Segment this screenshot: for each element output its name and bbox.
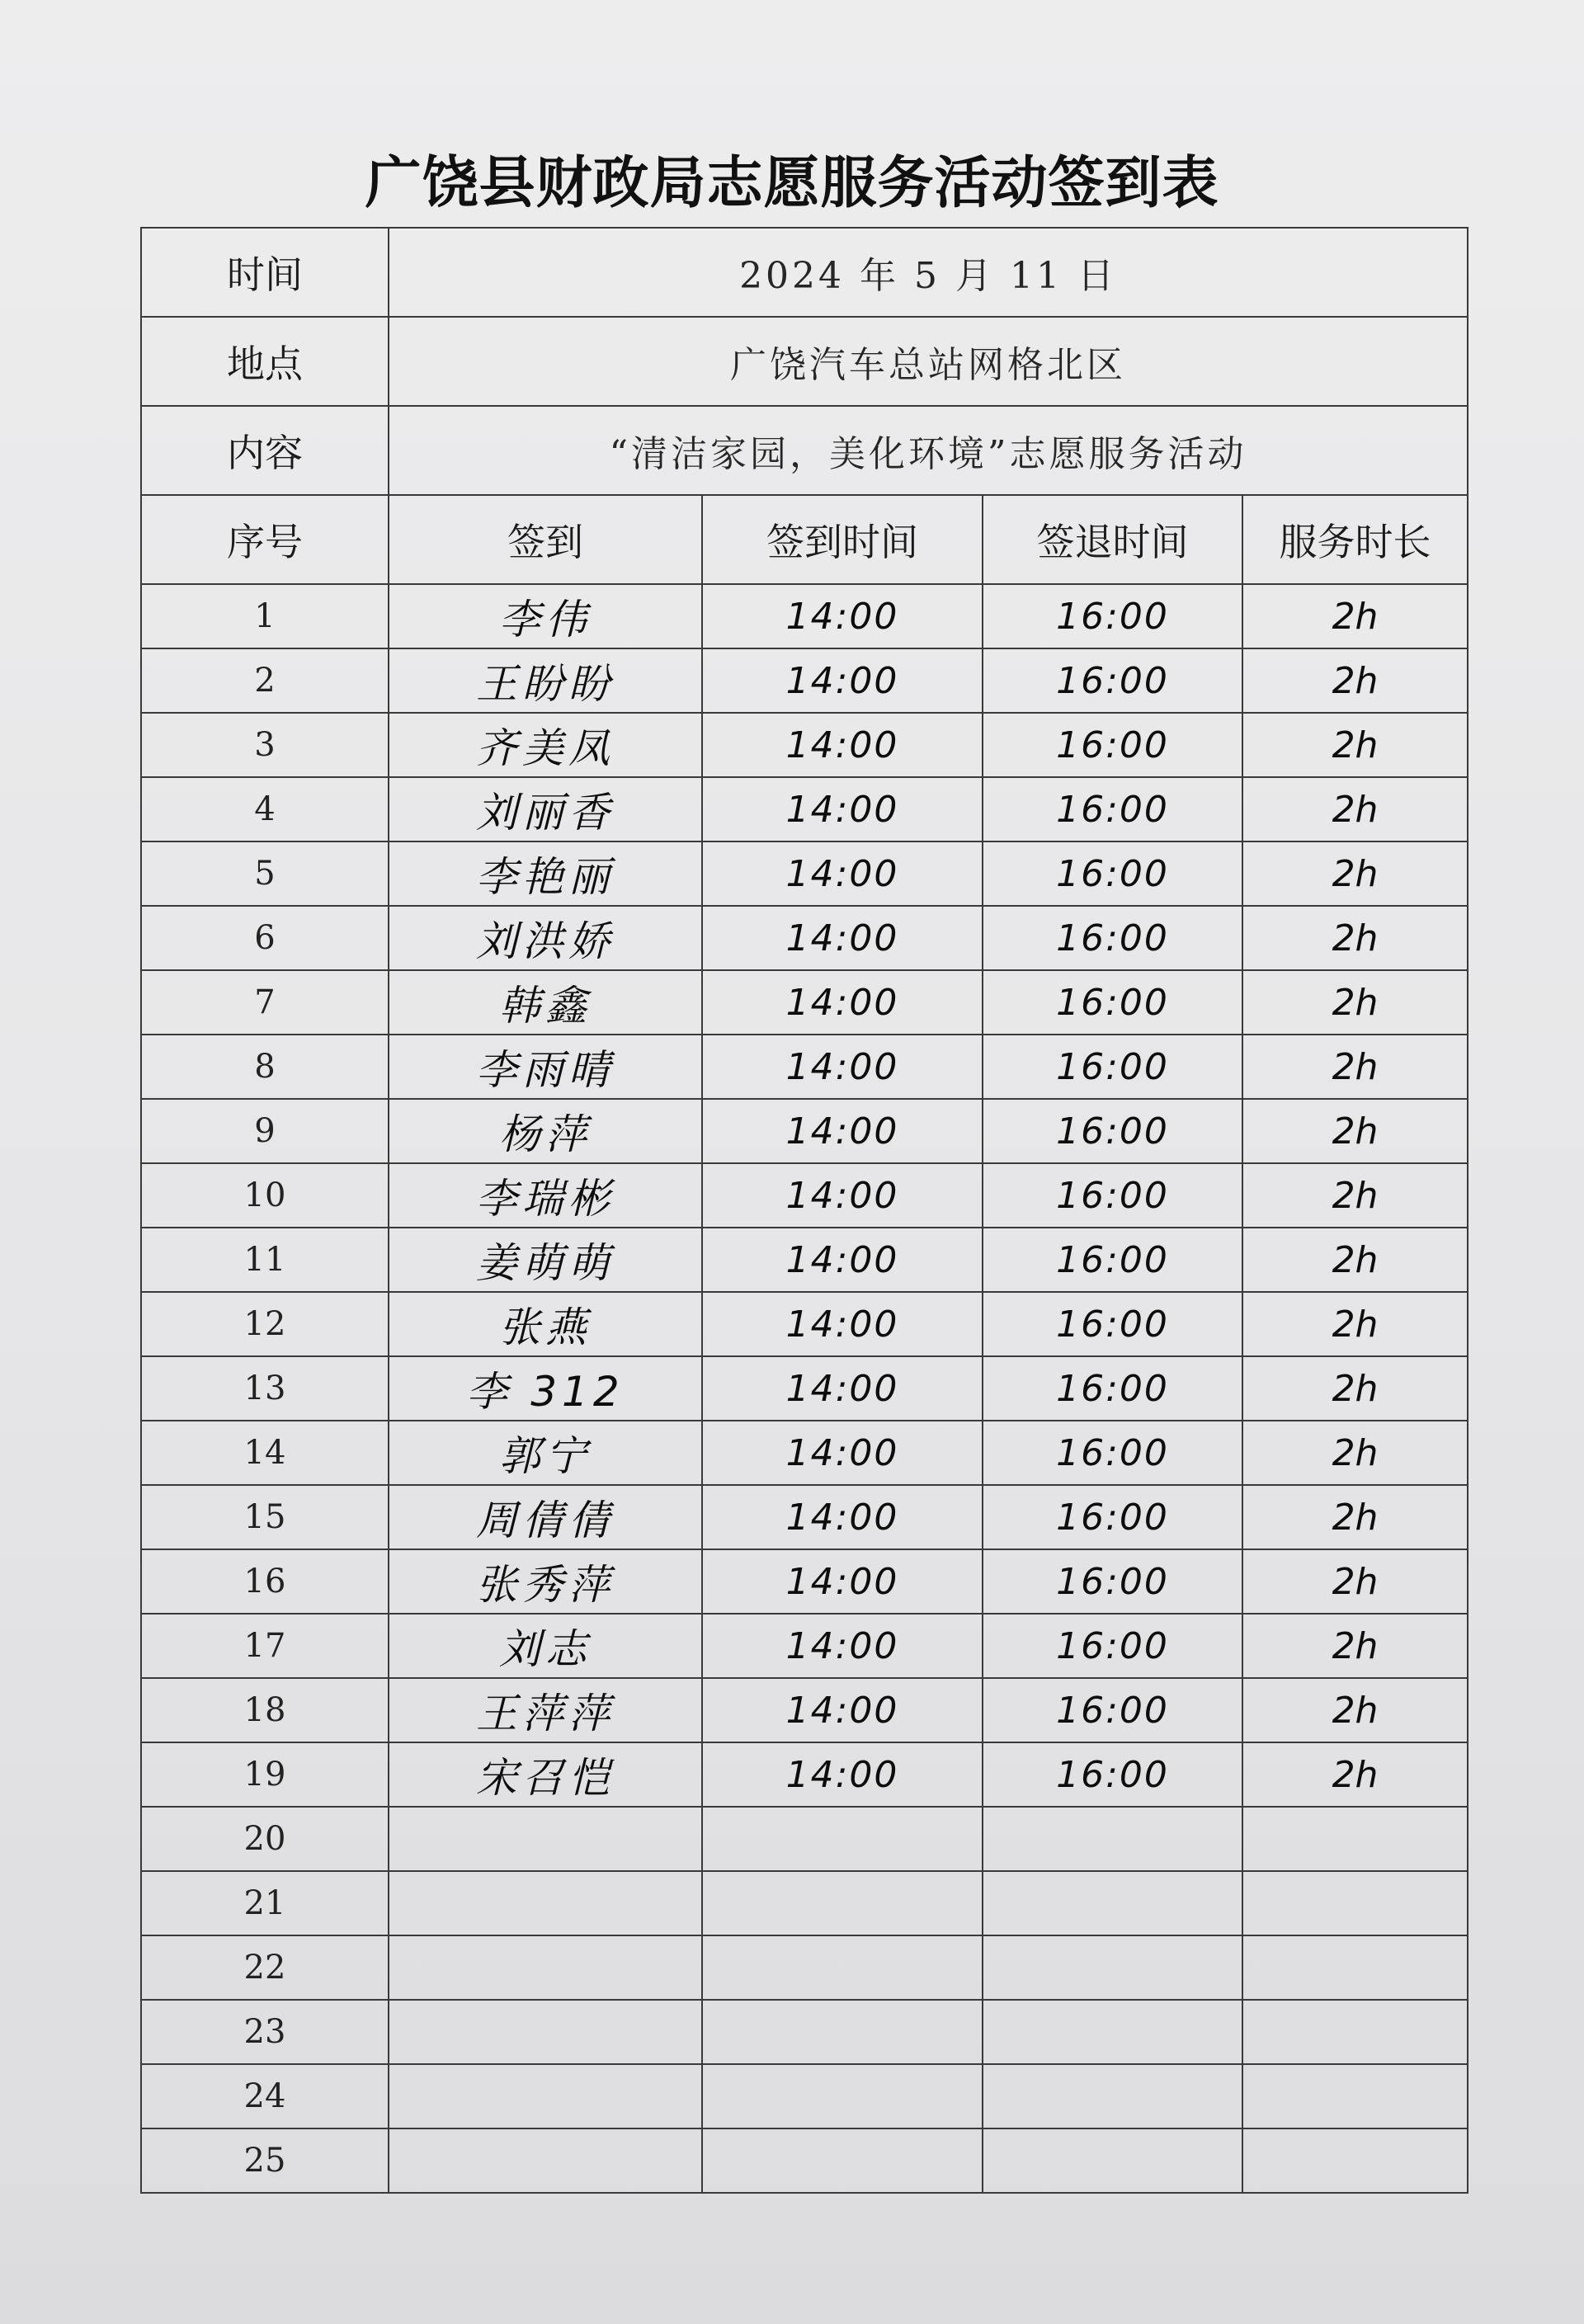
sign-out-time-cell: 16:00 bbox=[983, 1163, 1242, 1228]
sign-in-time-cell: 14:00 bbox=[702, 1292, 983, 1356]
sign-out-time-cell bbox=[983, 2064, 1242, 2128]
sign-in-time-cell bbox=[702, 2128, 983, 2193]
service-duration-cell: 2h bbox=[1242, 777, 1468, 841]
sign-in-time-cell: 14:00 bbox=[702, 648, 983, 713]
service-duration-cell: 2h bbox=[1242, 906, 1468, 970]
signature-cell: 周倩倩 bbox=[389, 1485, 702, 1549]
signature-cell: 王萍萍 bbox=[389, 1678, 702, 1742]
table-row bbox=[141, 1485, 1468, 1549]
service-duration-cell: 2h bbox=[1242, 1485, 1468, 1549]
service-duration-cell: 2h bbox=[1242, 1356, 1468, 1421]
sign-in-time-cell: 14:00 bbox=[702, 1099, 983, 1163]
sign-in-time-cell: 14:00 bbox=[702, 777, 983, 841]
sign-out-time-cell: 16:00 bbox=[983, 1549, 1242, 1614]
service-duration-cell: 2h bbox=[1242, 1549, 1468, 1614]
service-duration-cell bbox=[1242, 2000, 1468, 2064]
signature-cell bbox=[389, 1871, 702, 1935]
row-number-cell: 4 bbox=[141, 777, 389, 841]
sign-in-time-cell: 14:00 bbox=[702, 1549, 983, 1614]
table-row bbox=[141, 713, 1468, 777]
sign-out-time-cell: 16:00 bbox=[983, 1421, 1242, 1485]
column-header-service-duration: 服务时长 bbox=[1242, 495, 1468, 584]
column-header-number: 序号 bbox=[141, 495, 389, 584]
sign-in-time-cell bbox=[702, 1807, 983, 1871]
sign-out-time-cell bbox=[983, 1807, 1242, 1871]
table-row bbox=[141, 841, 1468, 906]
table-row bbox=[141, 1356, 1468, 1421]
table-row bbox=[141, 2128, 1468, 2193]
row-number-cell: 23 bbox=[141, 2000, 389, 2064]
table-row bbox=[141, 1807, 1468, 1871]
signature-cell: 李雨晴 bbox=[389, 1035, 702, 1099]
service-duration-cell: 2h bbox=[1242, 1228, 1468, 1292]
sign-in-time-cell: 14:00 bbox=[702, 1421, 983, 1485]
sign-out-time-cell: 16:00 bbox=[983, 777, 1242, 841]
table-row bbox=[141, 1871, 1468, 1935]
table-row bbox=[141, 1742, 1468, 1807]
sign-in-time-cell: 14:00 bbox=[702, 713, 983, 777]
row-number-cell: 9 bbox=[141, 1099, 389, 1163]
sign-out-time-cell bbox=[983, 1871, 1242, 1935]
service-duration-cell: 2h bbox=[1242, 970, 1468, 1035]
row-number-cell: 14 bbox=[141, 1421, 389, 1485]
table-row bbox=[141, 1549, 1468, 1614]
signature-cell: 齐美凤 bbox=[389, 713, 702, 777]
sign-out-time-cell bbox=[983, 2000, 1242, 2064]
sign-in-time-cell: 14:00 bbox=[702, 1163, 983, 1228]
table-row bbox=[141, 777, 1468, 841]
sign-out-time-cell: 16:00 bbox=[983, 1742, 1242, 1807]
service-duration-cell: 2h bbox=[1242, 1614, 1468, 1678]
sign-in-time-cell: 14:00 bbox=[702, 970, 983, 1035]
place-value: 广饶汽车总站网格北区 bbox=[389, 317, 1468, 406]
sign-in-time-cell: 14:00 bbox=[702, 1678, 983, 1742]
column-header-row bbox=[141, 495, 1468, 584]
service-duration-cell bbox=[1242, 2064, 1468, 2128]
signature-cell: 韩鑫 bbox=[389, 970, 702, 1035]
service-duration-cell: 2h bbox=[1242, 1035, 1468, 1099]
sign-in-time-cell bbox=[702, 1935, 983, 2000]
row-number-cell: 19 bbox=[141, 1742, 389, 1807]
service-duration-cell: 2h bbox=[1242, 648, 1468, 713]
sign-out-time-cell: 16:00 bbox=[983, 713, 1242, 777]
time-label: 时间 bbox=[141, 228, 389, 317]
column-header-sign-in-time: 签到时间 bbox=[702, 495, 983, 584]
info-row-time bbox=[141, 228, 1468, 317]
service-duration-cell: 2h bbox=[1242, 584, 1468, 648]
sign-in-time-cell: 14:00 bbox=[702, 841, 983, 906]
table-row bbox=[141, 1421, 1468, 1485]
column-header-sign-out-time: 签退时间 bbox=[983, 495, 1242, 584]
sign-in-time-cell: 14:00 bbox=[702, 1035, 983, 1099]
sign-out-time-cell: 16:00 bbox=[983, 841, 1242, 906]
signature-cell: 李艳丽 bbox=[389, 841, 702, 906]
row-number-cell: 16 bbox=[141, 1549, 389, 1614]
sign-out-time-cell: 16:00 bbox=[983, 1356, 1242, 1421]
row-number-cell: 25 bbox=[141, 2128, 389, 2193]
sign-out-time-cell bbox=[983, 2128, 1242, 2193]
sign-in-time-cell: 14:00 bbox=[702, 584, 983, 648]
signature-cell bbox=[389, 2064, 702, 2128]
sign-out-time-cell: 16:00 bbox=[983, 1678, 1242, 1742]
row-number-cell: 13 bbox=[141, 1356, 389, 1421]
signature-cell bbox=[389, 1935, 702, 2000]
sign-out-time-cell: 16:00 bbox=[983, 648, 1242, 713]
sign-in-time-cell bbox=[702, 2000, 983, 2064]
signature-cell: 王盼盼 bbox=[389, 648, 702, 713]
signature-cell: 姜萌萌 bbox=[389, 1228, 702, 1292]
content-label: 内容 bbox=[141, 406, 389, 495]
signature-cell: 李 312 bbox=[389, 1356, 702, 1421]
signature-cell: 李伟 bbox=[389, 584, 702, 648]
row-number-cell: 3 bbox=[141, 713, 389, 777]
service-duration-cell: 2h bbox=[1242, 1742, 1468, 1807]
service-duration-cell bbox=[1242, 1871, 1468, 1935]
place-label: 地点 bbox=[141, 317, 389, 406]
row-number-cell: 21 bbox=[141, 1871, 389, 1935]
time-value: 2024 年 5 月 11 日 bbox=[389, 228, 1468, 317]
table-row bbox=[141, 2000, 1468, 2064]
table-row bbox=[141, 1292, 1468, 1356]
sign-in-time-cell: 14:00 bbox=[702, 1485, 983, 1549]
table-row bbox=[141, 1163, 1468, 1228]
signature-cell: 杨萍 bbox=[389, 1099, 702, 1163]
sign-out-time-cell: 16:00 bbox=[983, 1099, 1242, 1163]
service-duration-cell: 2h bbox=[1242, 1163, 1468, 1228]
row-number-cell: 2 bbox=[141, 648, 389, 713]
sign-in-time-cell: 14:00 bbox=[702, 1742, 983, 1807]
row-number-cell: 7 bbox=[141, 970, 389, 1035]
sign-out-time-cell: 16:00 bbox=[983, 1035, 1242, 1099]
table-row bbox=[141, 1935, 1468, 2000]
info-row-place bbox=[141, 317, 1468, 406]
signature-cell: 刘洪娇 bbox=[389, 906, 702, 970]
row-number-cell: 18 bbox=[141, 1678, 389, 1742]
table-row bbox=[141, 970, 1468, 1035]
row-number-cell: 5 bbox=[141, 841, 389, 906]
table-row bbox=[141, 1035, 1468, 1099]
service-duration-cell: 2h bbox=[1242, 1292, 1468, 1356]
sign-out-time-cell: 16:00 bbox=[983, 1292, 1242, 1356]
document-title: 广饶县财政局志愿服务活动签到表 bbox=[365, 151, 1219, 216]
table-row bbox=[141, 1614, 1468, 1678]
signature-cell bbox=[389, 2128, 702, 2193]
row-number-cell: 11 bbox=[141, 1228, 389, 1292]
signature-cell: 张燕 bbox=[389, 1292, 702, 1356]
service-duration-cell bbox=[1242, 1935, 1468, 2000]
sign-in-time-cell: 14:00 bbox=[702, 1228, 983, 1292]
signature-cell: 张秀萍 bbox=[389, 1549, 702, 1614]
table-row bbox=[141, 584, 1468, 648]
service-duration-cell: 2h bbox=[1242, 1099, 1468, 1163]
row-number-cell: 12 bbox=[141, 1292, 389, 1356]
signature-cell: 刘志 bbox=[389, 1614, 702, 1678]
column-header-signature: 签到 bbox=[389, 495, 702, 584]
sign-in-table bbox=[140, 227, 1468, 2194]
table-row bbox=[141, 906, 1468, 970]
row-number-cell: 6 bbox=[141, 906, 389, 970]
sign-out-time-cell: 16:00 bbox=[983, 1228, 1242, 1292]
sign-out-time-cell: 16:00 bbox=[983, 1614, 1242, 1678]
service-duration-cell: 2h bbox=[1242, 1421, 1468, 1485]
table-row bbox=[141, 648, 1468, 713]
service-duration-cell: 2h bbox=[1242, 1678, 1468, 1742]
row-number-cell: 24 bbox=[141, 2064, 389, 2128]
sign-out-time-cell: 16:00 bbox=[983, 1485, 1242, 1549]
row-number-cell: 10 bbox=[141, 1163, 389, 1228]
table-row bbox=[141, 1228, 1468, 1292]
signature-cell: 刘丽香 bbox=[389, 777, 702, 841]
sign-out-time-cell: 16:00 bbox=[983, 584, 1242, 648]
row-number-cell: 22 bbox=[141, 1935, 389, 2000]
service-duration-cell: 2h bbox=[1242, 841, 1468, 906]
signature-cell: 李瑞彬 bbox=[389, 1163, 702, 1228]
content-value: “清洁家园，美化环境”志愿服务活动 bbox=[389, 406, 1468, 495]
row-number-cell: 1 bbox=[141, 584, 389, 648]
sign-out-time-cell bbox=[983, 1935, 1242, 2000]
row-number-cell: 15 bbox=[141, 1485, 389, 1549]
service-duration-cell: 2h bbox=[1242, 713, 1468, 777]
sign-in-time-cell bbox=[702, 2064, 983, 2128]
table-row bbox=[141, 1678, 1468, 1742]
table-row bbox=[141, 2064, 1468, 2128]
signature-cell bbox=[389, 2000, 702, 2064]
signature-cell: 郭宁 bbox=[389, 1421, 702, 1485]
signature-cell bbox=[389, 1807, 702, 1871]
sign-out-time-cell: 16:00 bbox=[983, 970, 1242, 1035]
service-duration-cell bbox=[1242, 1807, 1468, 1871]
sign-in-time-cell: 14:00 bbox=[702, 1614, 983, 1678]
row-number-cell: 8 bbox=[141, 1035, 389, 1099]
service-duration-cell bbox=[1242, 2128, 1468, 2193]
row-number-cell: 17 bbox=[141, 1614, 389, 1678]
info-row-content bbox=[141, 406, 1468, 495]
sign-in-time-cell: 14:00 bbox=[702, 1356, 983, 1421]
signature-cell: 宋召恺 bbox=[389, 1742, 702, 1807]
row-number-cell: 20 bbox=[141, 1807, 389, 1871]
sign-in-time-cell: 14:00 bbox=[702, 906, 983, 970]
sign-out-time-cell: 16:00 bbox=[983, 906, 1242, 970]
sign-in-time-cell bbox=[702, 1871, 983, 1935]
table-row bbox=[141, 1099, 1468, 1163]
